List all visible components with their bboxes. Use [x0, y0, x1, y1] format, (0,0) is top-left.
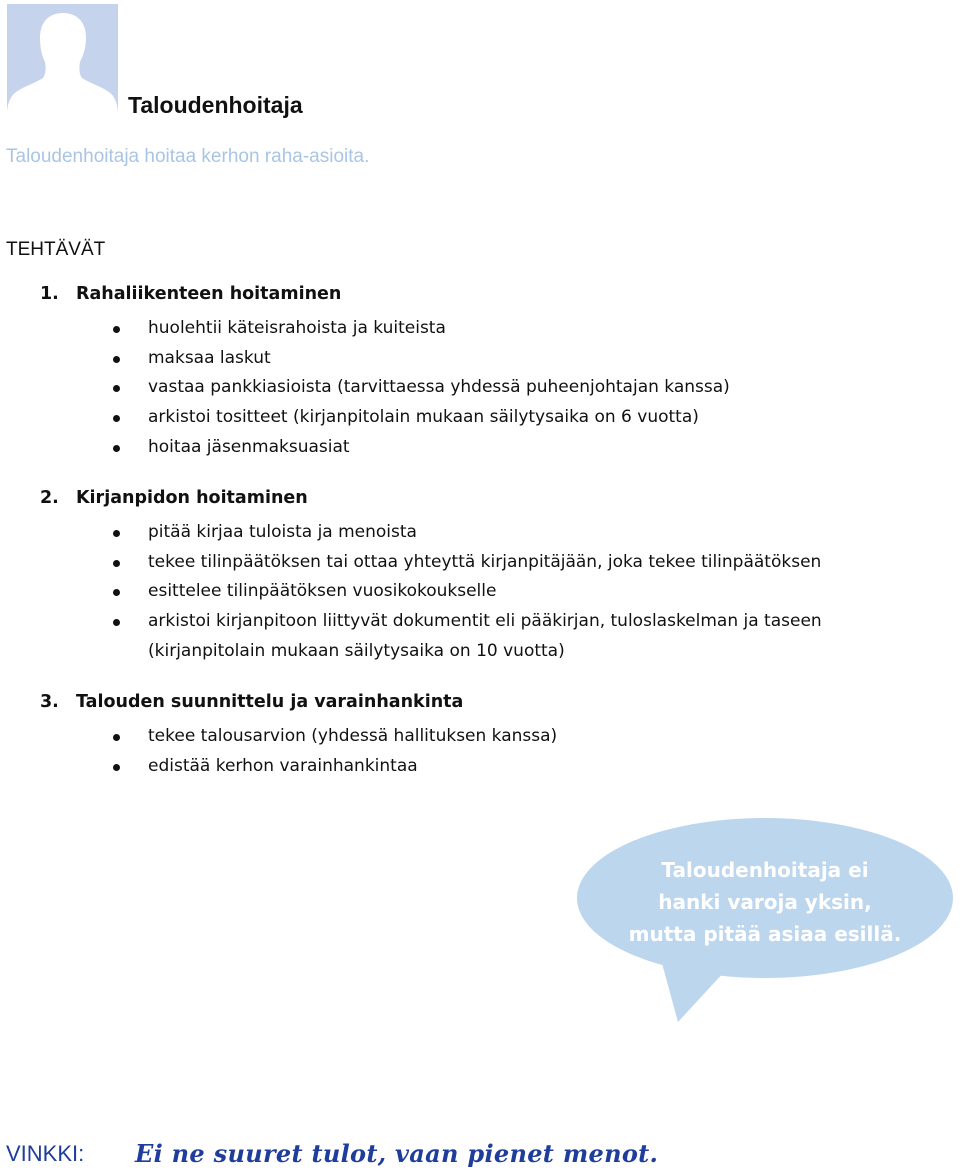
bullet-icon — [113, 326, 120, 333]
section-number: 1. — [40, 284, 59, 304]
list-item: edistää kerhon varainhankintaa — [0, 752, 557, 782]
bullet-icon — [113, 415, 120, 422]
bullet-icon — [113, 385, 120, 392]
list-item-continuation: (kirjanpitolain mukaan säilytysaika on 10 vuotta) — [148, 640, 565, 661]
tasks-heading: TEHTÄVÄT — [6, 239, 106, 260]
task-list — [0, 518, 822, 666]
list-item: tekee tilinpäätöksen tai ottaa yhteyttä kirjanpitäjään, joka tekee tilinpäätöksen — [0, 548, 822, 578]
person-silhouette-icon — [7, 4, 118, 115]
list-item: esittelee tilinpäätöksen vuosikokoukselle — [0, 577, 822, 607]
list-item: hoitaa jäsenmaksuasiat — [0, 433, 730, 463]
page-subtitle: Taloudenhoitaja hoitaa kerhon raha-asioita. — [6, 146, 370, 167]
list-item: tekee talousarvion (yhdessä hallituksen kanssa) — [0, 722, 557, 752]
bullet-icon — [113, 530, 120, 537]
section-heading — [40, 284, 341, 304]
bullet-icon — [113, 619, 120, 626]
callout-text: Taloudenhoitaja ei hanki varoja yksin, mutta pitää asiaa esillä. — [628, 858, 902, 946]
page-title: Taloudenhoitaja — [128, 92, 303, 118]
bullet-icon — [113, 356, 120, 363]
bullet-icon — [113, 560, 120, 567]
tip-label: VINKKI: — [6, 1141, 85, 1166]
bullet-icon — [113, 734, 120, 741]
section-number: 3. — [40, 692, 59, 712]
section-title: Talouden suunnittelu ja varainhankinta — [76, 692, 464, 712]
list-item: pitää kirjaa tuloista ja menoista — [0, 518, 822, 548]
section-heading — [40, 488, 308, 508]
list-item: arkistoi tositteet (kirjanpitolain mukaan säilytysaika on 6 vuotta) — [0, 403, 730, 433]
section-number: 2. — [40, 488, 59, 508]
section-title: Rahaliikenteen hoitaminen — [76, 284, 342, 304]
bullet-icon — [113, 589, 120, 596]
list-item: vastaa pankkiasioista (tarvittaessa yhdessä puheenjohtajan kanssa) — [0, 373, 730, 403]
list-item: huolehtii käteisrahoista ja kuiteista — [0, 314, 730, 344]
tip-text: Ei ne suuret tulot, vaan pienet menot. — [135, 1139, 659, 1168]
section-title: Kirjanpidon hoitaminen — [76, 488, 308, 508]
list-item: arkistoi kirjanpitoon liittyvät dokumentit eli pääkirjan, tuloslaskelman ja taseen — [0, 607, 822, 637]
section-heading — [40, 692, 463, 712]
bullet-icon — [113, 445, 120, 452]
list-item: maksaa laskut — [0, 344, 730, 374]
task-list — [0, 314, 730, 462]
bullet-icon — [113, 764, 120, 771]
task-list — [0, 722, 557, 781]
